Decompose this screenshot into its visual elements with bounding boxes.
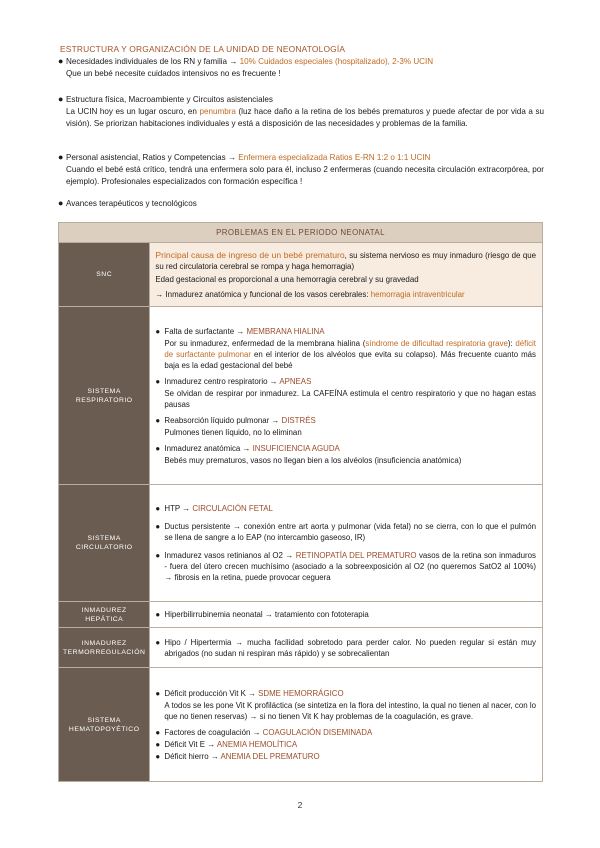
table-header: PROBLEMAS EN EL PERIODO NEONATAL: [59, 223, 543, 243]
row-label: INMADUREZ TERMORREGULACIÓN: [59, 628, 150, 668]
section-body: Cuando el bebé está crítico, tendrá una enfermera solo para él, incluso 2 enfermeras (cuando necesita circulación extracorpórea, por ejemplo). Profesionales especializados con formación específica !: [66, 165, 544, 186]
table-row-hepatic: [59, 602, 543, 628]
bullet-icon: ●: [58, 198, 64, 208]
bullet-icon: ●: [58, 56, 64, 66]
section-advances: [58, 198, 544, 210]
table-row-hematopoietic: [59, 668, 543, 782]
row-content: ● HTP → CIRCULACIÓN FETAL ● Ductus persistente → conexión entre art aorta y pulmonar (vida fetal) no se cierra, con lo que el pulmón se llena de sangre a lo EAP (no intercambio gaseoso, IR) ● Inmadurez vasos retinianos al O2 → RETINOPATÍA DEL PREMATURO vasos de la retina son inmaduros - fuera del útero crecen muchísimo (asociado a la sobreexposición al O2 (no queremos SatO2 al 100%) → fibrosis en la retina, puede provocar ceguera: [150, 485, 543, 602]
bullet-icon: ●: [58, 152, 64, 162]
section-heading-highlight: Enfermera especializada Ratios E-RN 1:2 o 1:1 UCIN: [238, 153, 431, 162]
row-label: INMADUREZ HEPÁTICA: [59, 602, 150, 628]
row-label: SISTEMA CIRCULATORIO: [59, 485, 150, 602]
row-content: ● Hiperbilirrubinemia neonatal → tratamiento con fototerapia: [150, 602, 543, 628]
section-structure: [58, 94, 544, 130]
section-body: La UCIN hoy es un lugar oscuro, en penumbra (luz hace daño a la retina de los bebés prematuros y puede afectar de por vida a su visión). Se priorizan habitaciones individuales y está a disposición de las necesidades y problemas de la familia.: [66, 107, 544, 128]
section-heading-highlight: 10% Cuidados especiales (hospitalizado), 2-3% UCIN: [239, 57, 434, 66]
bullet-icon: ●: [58, 94, 64, 104]
table-row-respiratory: [59, 307, 543, 485]
row-label: SISTEMA RESPIRATORIO: [59, 307, 150, 485]
row-content: ● Hipo / Hipertermia → mucha facilidad sobretodo para perder calor. No pueden regular si están muy abrigados (no sudan ni respiran más rápido) y se sobrecalientan: [150, 628, 543, 668]
section-heading: Personal asistencial, Ratios y Competencias →: [66, 153, 239, 162]
row-label: SNC: [59, 243, 150, 307]
page-title: ESTRUCTURA Y ORGANIZACIÓN DE LA UNIDAD DE NEONATOLOGÍA: [60, 44, 346, 54]
section-needs: [58, 56, 544, 80]
row-label: SISTEMA HEMATOPOYÉTICO: [59, 668, 150, 782]
page-number: 2: [297, 800, 303, 810]
row-content: ● Déficit producción Vit K → SDME HEMORRÁGICO A todos se les pone Vit K profiláctica (se sintetiza en la flora del intestino, la qual no tienen al nacer, con lo que no tienen reservas) → si no tienen Vit K hay problemas de la coagulación, es grave. ● Factores de coagulación → COAGULACIÓN DISEMINADA ● Déficit Vit E → ANEMIA HEMOLÍTICA ● Déficit hierro → ANEMIA DEL PREMATURO: [150, 668, 543, 782]
section-staff: [58, 152, 544, 188]
table-row-thermoregulation: [59, 628, 543, 668]
section-heading: Estructura física, Macroambiente y Circuitos asistenciales: [66, 95, 273, 104]
section-heading: Necesidades individuales de los RN y familia →: [66, 57, 240, 66]
neonatal-problems-table: [58, 222, 543, 782]
section-heading: Avances terapéuticos y tecnológicos: [66, 199, 197, 208]
table-row-circulatory: [59, 485, 543, 602]
table-row-snc: [59, 243, 543, 307]
section-body: Que un bebé necesite cuidados intensivos no es frecuente !: [66, 69, 281, 78]
row-content: Principal causa de ingreso de un bebé prematuro, su sistema nervioso es muy inmaduro (riesgo de que su red circulatoria cerebral se rompa y haga hemorragia) Edad gestacional es proporcional a una hemorragia cerebral y su gravedad → Inmadurez anatómica y funcional de los vasos cerebrales: hemorragia intraventricular: [150, 243, 543, 307]
row-content: ● Falta de surfactante → MEMBRANA HIALINA Por su inmadurez, enfermedad de la membrana hialina (síndrome de dificultad respiratoria grave): déficit de surfactante pulmonar en el interior de los alvéolos que evita su colapso). Más frecuente cuanto más baja es la edad gestacional del bebé ● Inmadurez centro respiratorio → APNEAS Se olvidan de respirar por inmadurez. La CAFEÍNA estimula el centro respiratorio y que no hagan estas pausas ● Reabsorción líquido pulmonar → DISTRÉS Pulmones tienen líquido, no lo eliminan ● Inmadurez anatómica → INSUFICIENCIA AGUDA Bebés muy prematuros, vasos no llegan bien a los alvéolos (insuficiencia anatómica): [150, 307, 543, 485]
